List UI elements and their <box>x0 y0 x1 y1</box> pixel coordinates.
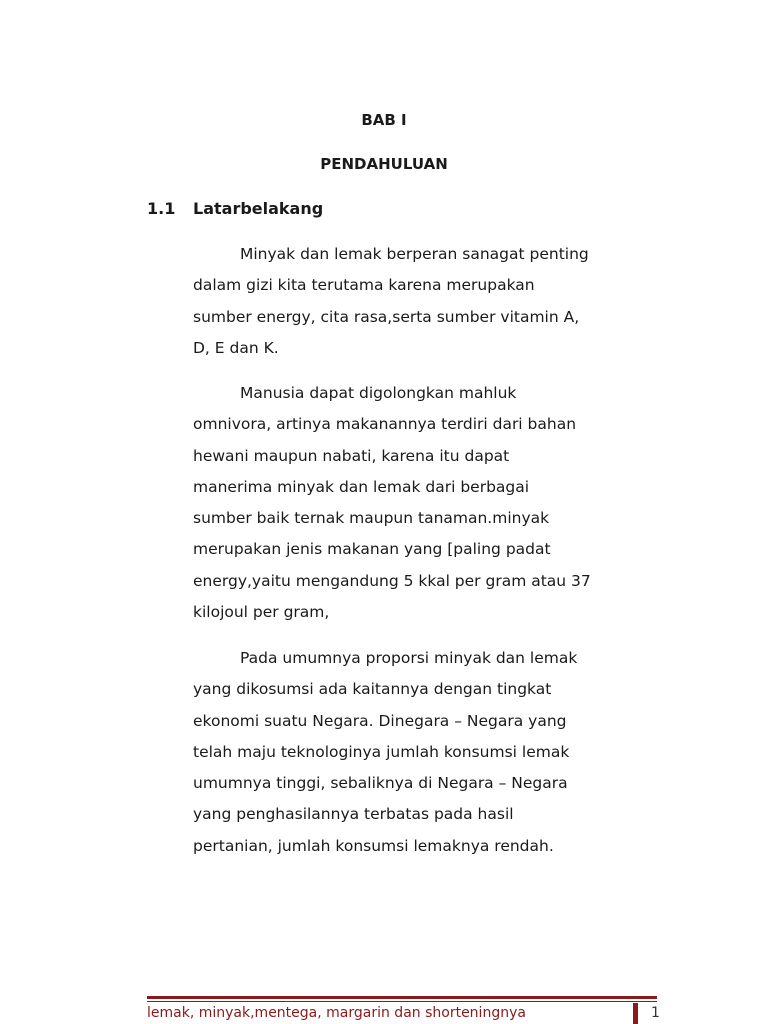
paragraph-1 <box>193 239 673 364</box>
paragraph-3 <box>193 643 673 862</box>
footer-divider-bar <box>633 1003 638 1024</box>
paragraph-line: sumber baik ternak maupun tanaman.minyak <box>193 509 550 528</box>
section-heading <box>147 199 323 218</box>
section-number: 1.1 <box>147 199 176 218</box>
paragraph-line: telah maju teknologinya jumlah konsumsi lemak <box>193 742 570 761</box>
paragraph-line: umumnya tinggi, sebaliknya di Negara – Negara <box>193 774 568 793</box>
paragraph-line: dalam gizi kita terutama karena merupakan <box>193 276 535 295</box>
paragraph-line: yang penghasilannya terbatas pada hasil <box>193 805 514 824</box>
chapter-title: PENDAHULUAN <box>320 155 448 173</box>
paragraph-line: D, E dan K. <box>193 338 279 357</box>
page-number: 1 <box>651 1005 660 1021</box>
paragraph-line: Manusia dapat digolongkan mahluk <box>240 384 517 402</box>
paragraph-line: sumber energy, cita rasa,serta sumber vitamin A, <box>193 307 580 326</box>
paragraph-line: pertanian, jumlah konsumsi lemaknya rendah. <box>193 836 554 855</box>
footer-text: lemak, minyak,mentega, margarin dan shorteningnya <box>147 1005 526 1021</box>
paragraph-line: hewani maupun nabati, karena itu dapat <box>193 446 510 465</box>
paragraph-line: yang dikosumsi ada kaitannya dengan tingkat <box>193 680 552 699</box>
footer-rule <box>147 996 657 999</box>
footer-rule-thin <box>147 1001 657 1002</box>
paragraph-2 <box>193 378 673 628</box>
section-title: Latarbelakang <box>193 199 324 218</box>
paragraph-line: omnivora, artinya makanannya terdiri dari bahan <box>193 415 577 434</box>
paragraph-line: Pada umumnya proporsi minyak dan lemak <box>240 649 578 667</box>
paragraph-line: manerima minyak dan lemak dari berbagai <box>193 477 530 496</box>
paragraph-line: kilojoul per gram, <box>193 603 330 622</box>
paragraph-line: merupakan jenis makanan yang [paling padat <box>193 540 551 559</box>
paragraph-line: Minyak dan lemak berperan sanagat penting <box>240 245 589 263</box>
paragraph-line: energy,yaitu mengandung 5 kkal per gram atau 37 <box>193 571 591 590</box>
chapter-heading: BAB I <box>361 111 407 129</box>
paragraph-line: ekonomi suatu Negara. Dinegara – Negara yang <box>193 711 567 730</box>
